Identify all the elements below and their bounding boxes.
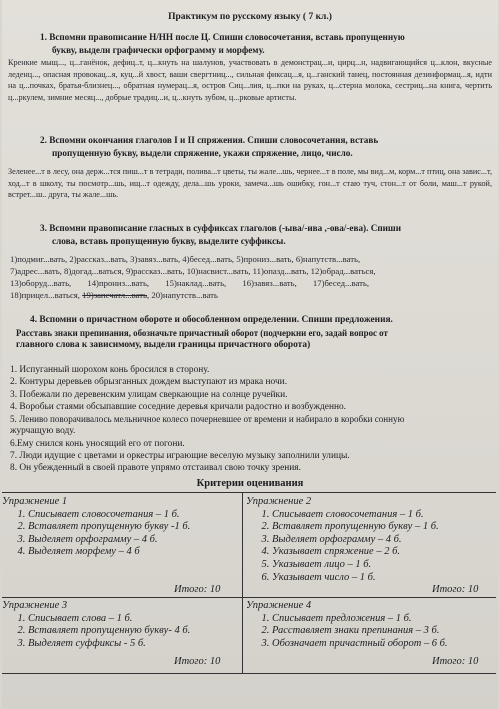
criteria-ex1: [2, 496, 240, 559]
ex1-title: Упражнение 1: [2, 496, 68, 507]
task2-heading: [40, 134, 496, 159]
ex3-item-3: 3. Выделяет суффиксы - 5 б.: [28, 638, 240, 651]
task3-heading-line2: слова, вставь пропущенную букву, выделите суффиксы.: [52, 235, 286, 246]
ex3-title: Упражнение 3: [2, 600, 68, 611]
ex2-item-3: 3. Выделяет орфограмму – 4 б.: [272, 534, 494, 547]
sentence-7: 7. Люди идущие с цветами и оркестры играющие веселую музыку заполнили улицы.: [10, 451, 350, 462]
task3-heading: [40, 222, 496, 247]
task3-item20: , 20)напутств...вать: [147, 290, 218, 300]
ex1-list: [2, 509, 240, 559]
ex4-item-2: 2. Расставляет знаки препинания – 3 б.: [272, 625, 494, 638]
task3-items-line1: 1)подмиг...вать, 2)рассказ...вать, 3)завяз...вать, 4)бесед...вать, 5)прониз...вать, 6)напутств...вать,: [10, 254, 361, 264]
ex4-list: [246, 613, 494, 651]
ex3-list: [2, 613, 240, 651]
task2-text: Зеленее...т в лесу, она держ...тся пиш...т в тетради, полива...т цветы, ты жале...шь, чернее...т в поле, мы вид...м, корм...т птиц, она завис...т, ход...т в школу, ты посмотр...шь, ищ...т одежду, дела...шь уроки, замеча...шь ошибку, гон...т стаю туч, стон...т от боли, маш...т рукой, встрет...ш.. друга, ты жале...шь.: [8, 167, 492, 200]
worksheet-page: [2, 0, 498, 709]
sentence-4: 4. Воробьи стаями обсыпавшие соседние деревья кричали радостно и возбужденно.: [10, 401, 347, 412]
ex2-item-5: 5. Указывает лицо – 1 б.: [272, 559, 494, 572]
task4-heading: [16, 314, 496, 352]
task3-items-line2: 7)адрес...вать, 8)догад...ваться, 9)рассказ...вать, 10)насвист...вать, 11)опазд...вать, 12)обрад...ваться,: [10, 266, 376, 276]
ex2-item-6: 6. Указывает число – 1 б.: [272, 572, 494, 585]
criteria-title: Критерии оценивания: [196, 478, 304, 489]
task3-heading-line1: 3. Вспомни правописание гласных в суффиксах глаголов (-ыва/-ива ,-ова/-ева). Спиши: [40, 223, 401, 233]
sentence-8: 8. Он убежденный в своей правоте упрямо отстаивал свою точку зрения.: [10, 463, 301, 474]
ex4-item-1: 1. Списывает предложения – 1 б.: [272, 613, 494, 626]
criteria-ex3: [2, 600, 240, 650]
task4-heading-line2: Расставь знаки препинания, обозначьте причастный оборот (подчеркни его, задай вопрос от: [16, 327, 388, 338]
table-divider-horizontal: [2, 597, 496, 598]
ex2-title: Упражнение 2: [246, 496, 312, 507]
task2-heading-line2: пропущенную букву, выдели спряжение, укажи спряжение, лицо, число.: [52, 147, 353, 158]
ex3-total: Итого: 10: [174, 656, 221, 667]
ex2-list: [246, 509, 494, 585]
ex4-title: Упражнение 4: [246, 600, 312, 611]
task4-heading-line3: главного слова к зависимому, выдели границы причастного оборота): [16, 340, 311, 350]
ex1-item-4: 4. Выделяет морфему – 4 б: [28, 546, 240, 559]
ex4-item-3: 3. Обозначает причастный оборот – 6 б.: [272, 638, 494, 651]
task1-text: Кренкие мыщ..., ц...ганёнок, дефиц..т, ц...кнуть на шалунов, участвовать в демонстрац...и, цирц...н, надвигающийся ц...клон, вкусные леденц..., опасная провокац...я, куц...й хвост, ваши свергтниц..., сильная фиксац...я, ц...ганский танец, постоянная дезинформац...я, идти на ц...почках, братья-близнец..., обратная нумерац...я, остров Сиц...лия, ц...пки на руках, ц...стерна молока, сестриц...на книга, чертить ц...ркулем, зимние месяц..., добрые традиц...и, ц...кнуть зубом, ц...рковые артисты.: [8, 58, 492, 102]
ex3-item-2: 2. Вставляет пропущенную букву- 4 б.: [28, 625, 240, 638]
ex4-total: Итого: 10: [432, 656, 479, 667]
sentence-5-cont: журчащую воду.: [10, 426, 76, 437]
ex1-item-2: 2. Вставляет пропущенную букву -1 б.: [28, 521, 240, 534]
ex1-item-1: 1. Списывает словосочетания – 1 б.: [28, 509, 240, 522]
sentence-5: 5. Лениво поворачивалось мельничное колесо почерневшее от времени и набирало в коробки сонную: [10, 414, 405, 425]
task1-heading-line2: букву, выдели графически орфограмму и морфему.: [52, 44, 265, 55]
task4-heading-line1: 4. Вспомни о причастном обороте и обособленном определении. Спиши предложения.: [30, 315, 393, 325]
task3-item18: 18)прицел...ваться,: [10, 290, 83, 300]
criteria-ex2: [246, 496, 494, 584]
task4-sentences: [10, 364, 492, 475]
ex1-item-3: 3. Выделяет орфограмму – 4 б.: [28, 534, 240, 547]
task3-items-line3: 13)оборуд...вать, 14)прониз...вать, 15)наклад...вать, 16)завяз...вать, 17)бесед...вать,: [10, 278, 370, 288]
task1-heading: [40, 31, 496, 56]
sentence-1: 1. Испуганный шорохом конь бросился в сторону.: [10, 365, 210, 375]
page-title: Практикум по русскому языку ( 7 кл.): [168, 12, 332, 22]
task3-item19-struck: 19)запечатл...вать: [82, 290, 148, 300]
table-divider-vertical: [242, 493, 243, 673]
ex2-item-4: 4. Указывает спряжение – 2 б.: [272, 546, 494, 559]
task3-items: [10, 253, 494, 301]
sentence-6: 6.Ему снился конь уносящий его от погони.: [10, 438, 185, 449]
sentence-2: 2. Контуры деревьев обрызганных дождем выступают из мрака ночи.: [10, 377, 288, 388]
ex3-item-1: 1. Списывает слова – 1 б.: [28, 613, 240, 626]
task1-heading-line1: 1. Вспомни правописание Н/НН после Ц. Спиши словосочетания, вставь пропущенную: [40, 32, 405, 42]
ex2-item-1: 1. Списывает словосочетания – 1 б.: [272, 509, 494, 522]
criteria-ex4: [246, 600, 494, 650]
task3-items-line4: [10, 289, 494, 301]
task2-heading-line1: 2. Вспомни окончания глаголов I и II спряжения. Спиши словосочетания, вставь: [40, 135, 379, 145]
ex2-total: Итого: 10: [432, 584, 479, 595]
sentence-3: 3. Побежали по деревенским улицам сверкающие на солнце ручейки.: [10, 389, 288, 400]
criteria-table: [2, 492, 496, 674]
ex2-item-2: 2. Вставляет пропущенную букву – 1 б.: [272, 521, 494, 534]
ex1-total: Итого: 10: [174, 584, 221, 595]
